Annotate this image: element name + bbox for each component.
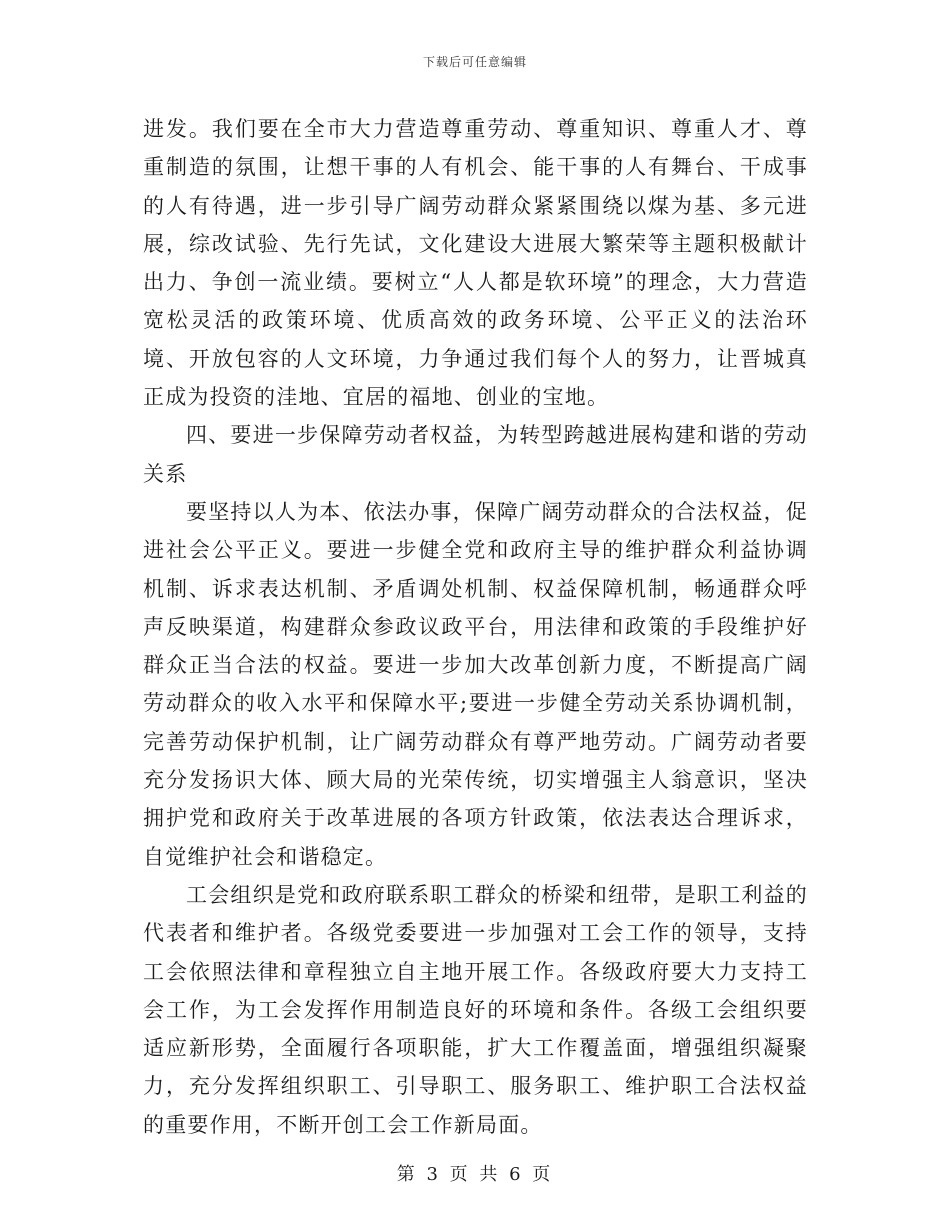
- paragraph-3: 要坚持以人为本、依法办事，保障广阔劳动群众的合法权益，促进社会公平正义。要进一步健全党和政府主导的维护群众利益协调机制、诉求表达机制、矛盾调处机制、权益保障机制，畅通群众呼声反映渠道，构建群众参政议政平台，用法律和政策的手段维护好群众正当合法的权益。要进一步加大改革创新力度，不断提高广阔劳动群众的收入水平和保障水平;要进一步健全劳动关系协调机制，完善劳动保护机制，让广阔劳动群众有尊严地劳动。广阔劳动者要充分发扬识大体、顾大局的光荣传统，切实增强主人翁意识，坚决拥护党和政府关于改革进展的各项方针政策，依法表达合理诉求，自觉维护社会和谐稳定。: [143, 499, 808, 869]
- paragraph-1: 进发。我们要在全市大力营造尊重劳动、尊重知识、尊重人才、尊重制造的氛围，让想干事的人有机会、能干事的人有舞台、干成事的人有待遇，进一步引导广阔劳动群众紧紧围绕以煤为基、多元进展，综改试验、先行先试，文化建设大进展大繁荣等主题积极献计出力、争创一流业绩。要树立“人人都是软环境”的理念，大力营造宽松灵活的政策环境、优质高效的政务环境、公平正义的法治环境、开放包容的人文环境，力争通过我们每个人的努力，让晋城真正成为投资的洼地、宜居的福地、创业的宝地。: [143, 117, 808, 410]
- header-note: 下载后可任意编辑: [422, 55, 527, 69]
- document-body: [143, 110, 808, 1144]
- section-heading-4: 四、要进一步保障劳动者权益，为转型跨越进展构建和谐的劳动关系: [143, 423, 808, 486]
- paragraph-4: 工会组织是党和政府联系职工群众的桥梁和纽带，是职工利益的代表者和维护者。各级党委要进一步加强对工会工作的领导，支持工会依照法律和章程独立自主地开展工作。各级政府要大力支持工会工作，为工会发挥作用制造良好的环境和条件。各级工会组织要适应新形势，全面履行各项职能，扩大工作覆盖面，增强组织凝聚力，充分发挥组织职工、引导职工、服务职工、维护职工合法权益的重要作用，不断开创工会工作新局面。: [143, 882, 808, 1137]
- page-number: 第 3 页 共 6 页: [396, 1164, 554, 1185]
